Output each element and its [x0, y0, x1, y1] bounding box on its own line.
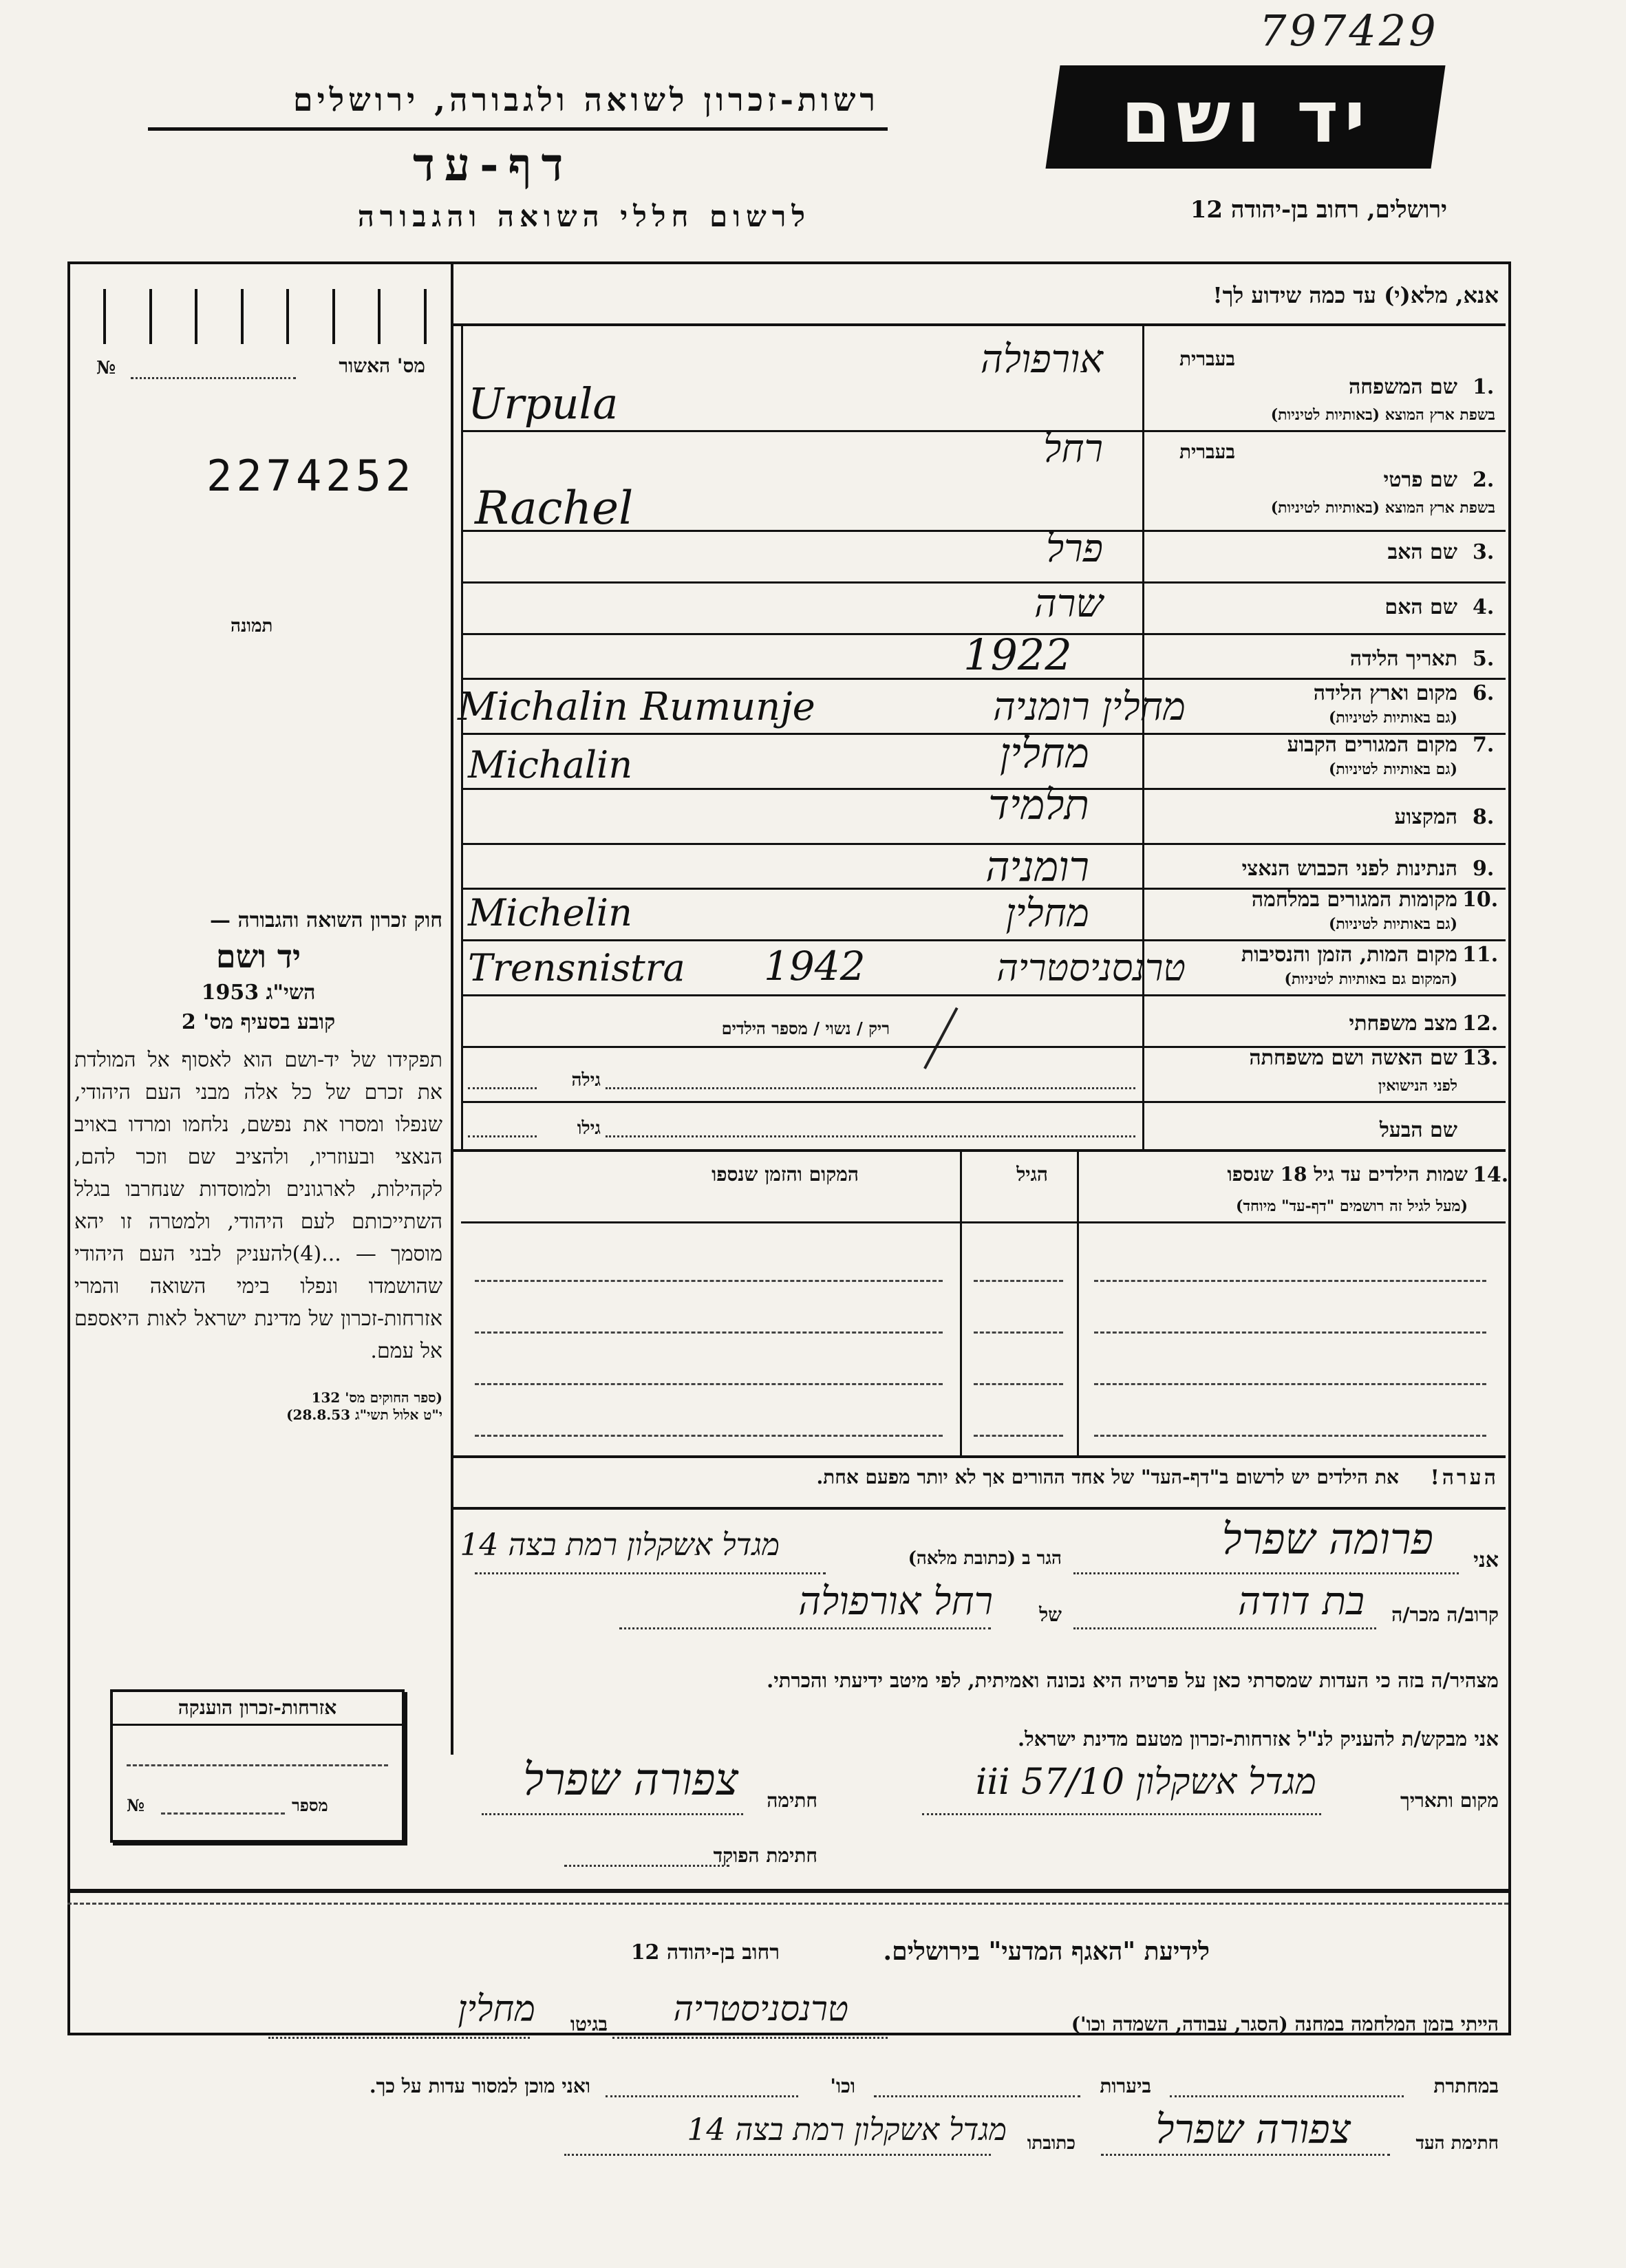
child-row-1-age — [974, 1280, 1063, 1282]
place-date-value: מגדל אשקלון 10/iii 57 — [975, 1762, 1316, 1803]
field-9-num: 9. — [1473, 857, 1495, 881]
relative-label: קרוב/ה מכר/ה — [1391, 1603, 1499, 1626]
witness-address-value: מגדל אשקלון רמת בצה 14 — [687, 2112, 1007, 2148]
field-11-num: 11. — [1462, 943, 1499, 967]
witness-name: פרומה שפרל — [1221, 1514, 1433, 1564]
row-2-rule — [461, 530, 1506, 532]
relation-value: בת דודה — [1238, 1579, 1365, 1624]
field-7-sub: (גם באותיות לטיניות) — [1328, 760, 1457, 778]
authority-title: רשות-זכרון לשואה ולגבורה, ירושלים — [292, 81, 879, 118]
field-12-num: 12. — [1462, 1012, 1499, 1036]
field-6-value-hebrew: מחלין רומניה — [992, 685, 1186, 729]
law-reference-2: י"ט אלול תשי"ג 28.8.53) — [286, 1406, 442, 1423]
witness-signature-value: צפורה שפרל — [1155, 2106, 1351, 2152]
signature-dots — [482, 1813, 743, 1815]
approval-number: 2274252 — [206, 451, 416, 501]
camp-dots — [612, 2037, 888, 2039]
field-1-label: שם המשפחה — [1348, 375, 1457, 399]
row-13-rule — [461, 1101, 1506, 1103]
row-1-rule — [461, 430, 1506, 432]
ghetto-dots — [268, 2037, 530, 2039]
children-title: שמות הילדים עד גיל 18 שנספו — [1227, 1163, 1468, 1186]
field-8-num: 8. — [1473, 805, 1495, 829]
memorial-citizenship-stamp — [110, 1689, 405, 1843]
of-label: של — [1039, 1603, 1062, 1626]
logo-text: יד ושם — [1120, 75, 1371, 159]
field-1-value-latin: Urpula — [468, 378, 619, 429]
field-13-sub: לפני הנישואין — [1378, 1077, 1457, 1095]
field-7-value-latin: Michalin — [468, 743, 633, 787]
field-1-num: 1. — [1473, 375, 1495, 399]
law-text: תפקידו של יד-ושם הוא לאסוף אל המולדת את זכרם של כל אלה מבני העם היהודי, שנפלו ומסרו את נפשם, נלחמו ומרדו באויב הנאצי ובעוזריו, ולהציב שם וזכר להם, לקהילות, לארגונים ולמוסדות שנחרבו בגלל השתייכותם לעם היהודי, ולמטרה זו יהא מוסמך — ...(4)להעניק לבני העם היהודי שהושמדו ונפלו בימי השואה והמרי אזרחות-זכרון של מדינת ישראל לאות היאספם אל עמם. — [74, 1048, 443, 1363]
witness-name-dots — [1073, 1572, 1459, 1574]
underground-dots — [1170, 2095, 1404, 2097]
witness-signature-label: חתימת העד — [1415, 2133, 1499, 2154]
children-col-age: הגיל — [1016, 1163, 1048, 1186]
field-7-label: מקום המגורים הקבוע — [1287, 733, 1457, 757]
field-10-value-latin: Michelin — [468, 891, 632, 934]
law-section: קובע בסעיף מס' 2 — [181, 1010, 336, 1034]
relation-dots — [1073, 1627, 1376, 1629]
bottom-title: לידיעת "האגף המדעי" בירושלים. — [883, 1937, 1210, 1966]
husband-label: שם הבעל — [1379, 1118, 1457, 1142]
signature-label: חתימה — [767, 1789, 817, 1812]
field-3-label: שם האב — [1387, 540, 1457, 564]
child-row-4-place — [475, 1435, 943, 1437]
ghetto-label: בגיטו — [570, 2013, 608, 2035]
underground-label: במחתרת — [1433, 2075, 1499, 2097]
field-13-label: שם האשה ושם משפחתה — [1249, 1046, 1457, 1070]
bottom-address: רחוב בן-יהודה 12 — [630, 1940, 780, 1965]
child-row-3-age — [974, 1383, 1063, 1385]
stamp-no-symbol: № — [127, 1795, 145, 1815]
cut-line — [67, 1903, 1508, 1905]
row-husband-rule — [451, 1149, 1506, 1152]
place-date-dots — [922, 1813, 1321, 1815]
field-5-value: 1922 — [963, 630, 1072, 680]
side-column-divider — [451, 261, 453, 1755]
field-1-sub: בשפת ארץ המוצא (באותיות לטיניות) — [1270, 406, 1495, 424]
approval-dots — [131, 377, 296, 379]
row-11-rule — [461, 994, 1506, 996]
field-7-num: 7. — [1473, 733, 1495, 757]
field-7-value-hebrew: מחלין — [999, 729, 1089, 778]
serial-boxes — [103, 289, 427, 344]
camp-line-label: הייתי בזמן המלחמה במחנה (הסגר, עבודה, השמדה וכו') — [1071, 2013, 1499, 2035]
child-row-1-name — [1094, 1280, 1486, 1282]
field-10-label: מקומות המגורים במלחמה — [1251, 888, 1457, 912]
child-row-2-place — [475, 1331, 943, 1334]
husband-name-dots — [606, 1135, 1135, 1137]
children-num: 14. — [1473, 1163, 1509, 1187]
child-row-2-name — [1094, 1331, 1486, 1334]
ghetto-value: מחלין — [458, 1989, 535, 2030]
field-11-value-year: 1942 — [764, 943, 866, 989]
witness-address: מגדל אשקלון רמת בצה 14 — [460, 1528, 780, 1563]
child-row-1-place — [475, 1280, 943, 1282]
bottom-section-rule — [67, 1889, 1508, 1893]
husband-age-label: גילו — [577, 1118, 601, 1139]
fill-instruction: אנא, מלא(י) עד כמה שידוע לך! — [1212, 282, 1499, 308]
field-2-sub: בשפת ארץ המוצא (באותיות לטיניות) — [1270, 499, 1495, 517]
archive-number: 797429 — [1259, 6, 1439, 56]
field-4-num: 4. — [1473, 595, 1495, 619]
field-13-num: 13. — [1462, 1046, 1499, 1070]
field-11-label: מקום המות, הזמן והנסיבות — [1241, 943, 1457, 967]
note-rule — [451, 1507, 1506, 1510]
note-text: את הילדים יש לרשום ב"דף-העד" של אחד ההורים אך לא יותר מפעם אחת. — [816, 1466, 1399, 1488]
field-11-value-latin: Trensnistra — [468, 946, 685, 989]
row-10-rule — [461, 939, 1506, 941]
approval-label: מס' האשור — [339, 354, 425, 377]
children-divider-2 — [1077, 1149, 1079, 1455]
declaration-i: אני — [1473, 1548, 1499, 1572]
field-2-num: 2. — [1473, 468, 1495, 492]
field-10-num: 10. — [1462, 888, 1499, 912]
stamp-number-line — [161, 1812, 285, 1815]
hebrew-label: בעברית — [1179, 347, 1235, 370]
etc-label: וכו' — [830, 2075, 855, 2097]
camp-value: טרנסניסטריה — [673, 1989, 848, 2029]
witness-signature-dots — [1101, 2154, 1390, 2156]
field-10-sub: (גם באותיות לטיניות) — [1328, 915, 1457, 933]
stamp-line — [127, 1764, 388, 1766]
law-year: השי"ג 1953 — [201, 981, 316, 1005]
row-8-rule — [461, 843, 1506, 845]
officer-label: חתימת הפוקד — [713, 1844, 817, 1867]
form-purpose: לרשום חללי השואה והגבורה — [357, 200, 811, 233]
law-block — [74, 908, 442, 1424]
hebrew-label-2: בעברית — [1179, 440, 1235, 463]
children-divider-1 — [960, 1149, 962, 1455]
field-11-sub: (המקום גם באותיות לטיניות) — [1284, 970, 1457, 988]
field-6-sub: (גם באותיות לטיניות) — [1328, 709, 1457, 727]
request-text: אני מבקש/ת להעניק לנ"ל אזרחות-זכרון מטעם מדינת ישראל. — [1017, 1727, 1499, 1751]
photo-label: תמונה — [231, 616, 273, 636]
approval-no-symbol: № — [96, 358, 116, 378]
children-subtitle: (מעל לגיל זה רושמים "דף-עד" מיוחד) — [1236, 1197, 1468, 1215]
field-2-value-hebrew: רחל — [1043, 427, 1103, 471]
law-reference-1: (ספר החוקים מס' 132 — [311, 1389, 442, 1406]
instruction-rule — [451, 323, 1506, 326]
child-row-3-place — [475, 1383, 943, 1385]
children-bottom-rule — [451, 1455, 1506, 1458]
signature-value: צפורה שפרל — [523, 1755, 738, 1806]
field-6-value-latin: Michalin Rumunje — [458, 685, 815, 729]
note-label: הערה! — [1430, 1466, 1499, 1490]
field-5-num: 5. — [1473, 647, 1495, 671]
yad-vashem-logo — [1045, 65, 1445, 169]
field-9-label: הנתינות לפני הכבוש הנאצי — [1241, 857, 1457, 881]
law-title: חוק זכרון השואה והגבורה — — [210, 908, 442, 932]
field-3-num: 3. — [1473, 540, 1495, 564]
field-6-label: מקום וארץ הלידה — [1313, 681, 1457, 705]
witness-address-label: כתובתו — [1027, 2133, 1076, 2154]
authority-underline — [148, 127, 888, 131]
row-5-rule — [461, 678, 1506, 680]
child-row-4-name — [1094, 1435, 1486, 1437]
row-3-rule — [461, 581, 1506, 584]
value-left-border — [461, 323, 463, 1149]
field-8-value: תלמיד — [988, 781, 1089, 829]
field-8-label: המקצוע — [1394, 805, 1457, 829]
relative-of: רחל אורפולה — [798, 1579, 993, 1624]
children-header-rule — [461, 1221, 1506, 1223]
etc-dots — [606, 2095, 798, 2097]
wife-age-dots — [468, 1087, 537, 1089]
field-11-value-hebrew: טרנסניסטריה — [996, 946, 1186, 989]
field-3-value: פרל — [1045, 526, 1103, 571]
law-name: יד ושם — [215, 938, 301, 975]
husband-age-dots — [468, 1135, 537, 1137]
field-2-label: שם פרטי — [1383, 468, 1457, 492]
witness-address-dots — [475, 1572, 826, 1574]
field-10-value-hebrew: מחלין — [1005, 891, 1089, 936]
testimony-statement: ואני מוכן למסור עדות על כך. — [369, 2075, 590, 2097]
field-1-value-hebrew: אורפולה — [980, 337, 1103, 382]
wife-age-label: גילה — [571, 1070, 601, 1091]
field-6-num: 6. — [1473, 681, 1495, 705]
field-4-value: שרה — [1034, 581, 1103, 626]
field-12-options: ריק / נשוי / מספר הילדים — [721, 1018, 890, 1038]
statement-text: מצהיר/ה בזה כי העדות שמסרתי כאן על פרטיה היא נכונה ואמיתית, לפי מיטב ידיעתי והכרתי. — [767, 1669, 1499, 1692]
resident-label: הגר ב (כתובת מלאה) — [908, 1548, 1062, 1569]
children-col-place: המקום והזמן שנספו — [712, 1163, 859, 1186]
forests-dots — [874, 2095, 1080, 2097]
field-2-value-latin: Rachel — [475, 482, 634, 535]
place-date-label: מקום ותאריך — [1400, 1789, 1499, 1812]
field-4-label: שם האם — [1384, 595, 1457, 619]
stamp-number-label: מספר — [292, 1795, 328, 1815]
stamp-title: אזרחות-זכרון הוענקה — [113, 1692, 402, 1726]
field-9-value: רומניה — [985, 843, 1089, 891]
row-7-rule — [461, 788, 1506, 790]
forests-label: ביערות — [1100, 2075, 1151, 2097]
relative-of-dots — [619, 1627, 991, 1629]
child-row-3-name — [1094, 1383, 1486, 1385]
field-12-label: מצב משפחתי — [1349, 1012, 1457, 1036]
label-column-divider — [1142, 323, 1144, 1149]
form-title: דף-עד — [413, 138, 573, 191]
witness-address-bottom-dots — [564, 2154, 991, 2156]
header-address: ירושלים, רחוב בן-יהודה 12 — [1190, 196, 1447, 224]
officer-signature[interactable] — [564, 1823, 729, 1867]
field-5-label: תאריך הלידה — [1349, 647, 1457, 671]
child-row-2-age — [974, 1331, 1063, 1334]
wife-name-dots — [606, 1087, 1135, 1089]
child-row-4-age — [974, 1435, 1063, 1437]
